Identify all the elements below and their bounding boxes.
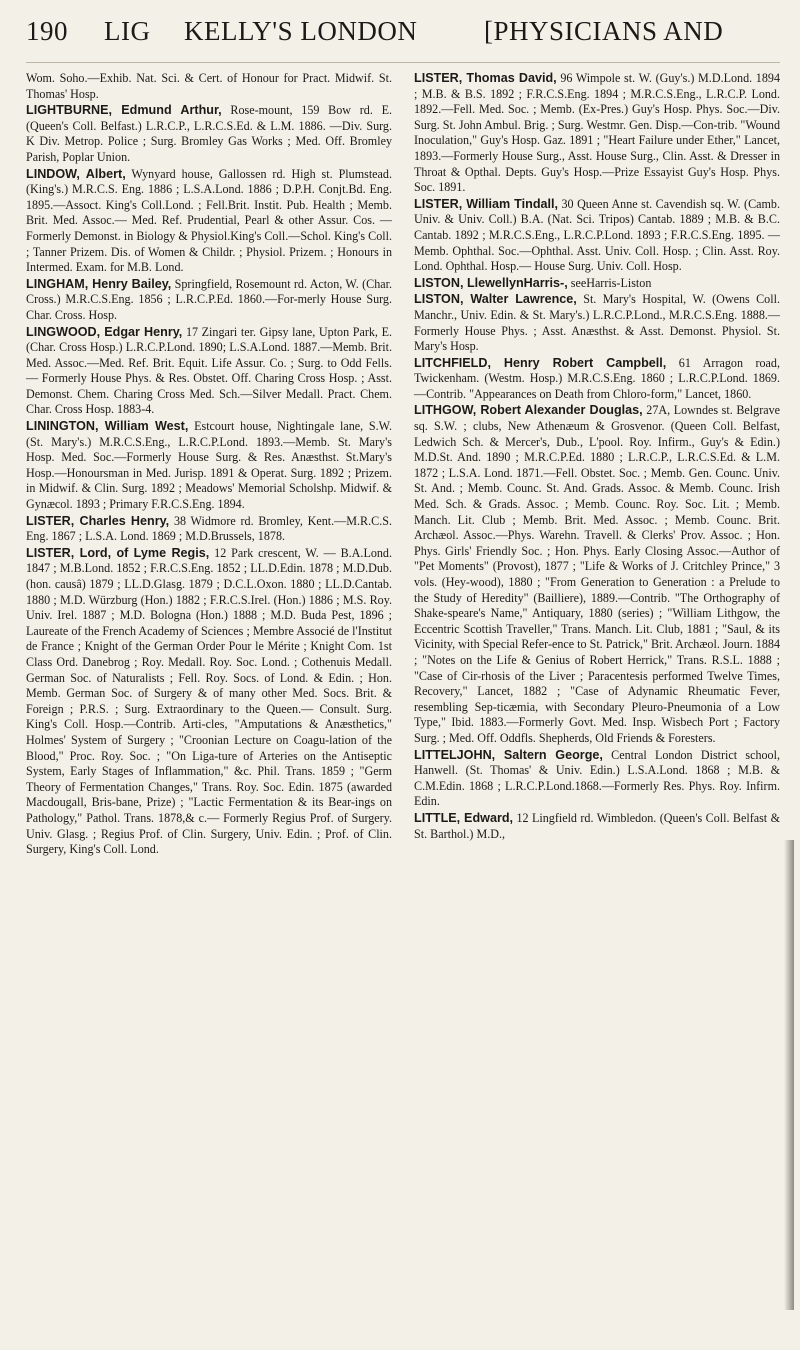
- directory-entry: [414, 356, 780, 403]
- entry-name: LITHGOW, Robert Alexander Douglas,: [414, 403, 643, 418]
- entry-body: Central London District school, Hanwell. (St. Thomas' & Univ. Edin.) L.S.A.Lond. 1868 ; M.B. & C.M.Edin. 1868 ; L.R.C.P.Lond.1868.—Formerly Res. Phys. Roy. Infirm. Edin.: [414, 747, 780, 809]
- directory-entry: [26, 514, 392, 545]
- entry-body: seeHarris-Liston: [570, 275, 652, 290]
- directory-entry: [26, 546, 392, 858]
- entry-name: LITTELJOHN, Saltern George,: [414, 747, 603, 762]
- directory-entry: [414, 276, 780, 292]
- entry-name: LINGHAM, Henry Bailey,: [26, 276, 172, 291]
- entry-body: Springfield, Rosemount rd. Acton, W. (Char. Cross.) M.R.C.S.Eng. 1856 ; L.R.C.P.Ed. 1860.—For-merly House Surg. Char. Cross. Hosp.: [26, 276, 392, 322]
- entry-body: Wynyard house, Gallossen rd. High st. Plumstead. (King's.) M.R.C.S. Eng. 1886 ; L.S.A.Lond. 1886 ; D.P.H. Conjt.Bd. Eng. 1895.—Assoct. King's Coll.Lond. ; Fell.Brit. Instit. Pub. Health ; Memb. Brit. Med. Assoc.— Med. Ref. Prudential, Pearl & other Assur. Cos. —Formerly Demonst. in Biology & Physiol.King's Coll.—Schol. King's Coll. ; Tanner Prizem. Dis. of Women & Childr. ; Physiol. Prizem. ; Honours in Intermed. Exam. for M.B. Lond.: [26, 166, 392, 275]
- section-title: [PHYSICIANS AND: [484, 15, 724, 46]
- entry-name: LISTER, Lord, of Lyme Regis,: [26, 545, 210, 560]
- entry-body: Estcourt house, Nightingale lane, S.W. (St. Mary's.) M.R.C.S.Eng., L.R.C.P.Lond. 1893.—Memb. St. Mary's Hosp. Med. Soc.—Formerly House Surg. & Res. Anæsthst. St.Mary's Hosp.—Honoursman in Med. Jurisp. 1891 & Operat. Surg. 1892 ; Prizem. in Midwif. & Clin. Surg. 1892 ; Meadows' Memorial Scholshp. Midwif. & Gynæcol. 1893 ; Primary F.R.C.S.Eng. 1894.: [26, 419, 392, 512]
- entry-body: 30 Queen Anne st. Cavendish sq. W. (Camb. Univ. & Univ. Coll.) B.A. (Nat. Sci. Tripos) Cantab. 1889 ; M.B. & B.C. Cantab. 1892 ; M.R.C.S.Eng., L.R.C.P.Lond. 1893 ; F.R.C.S.Eng. 1895. — Memb. Ophthal. Soc.—Ophthal. Asst. Univ. Coll. Hosp. ; Clin. Asst. Roy. Lond. Ophthal. Hosp.— House Surg. Univ. Coll. Hosp.: [414, 196, 780, 274]
- entry-name: LISTER, William Tindall,: [414, 196, 559, 211]
- directory-entry: [26, 277, 392, 324]
- entry-body: 96 Wimpole st. W. (Guy's.) M.D.Lond. 1894 ; M.B. & B.S. 1892 ; F.R.C.S.Eng. 1894 ; M.R.C.S.Eng., L.R.C.P. Lond. 1892.—Fell. Med. Soc. ; Memb. (Ex-Pres.) Guy's Hosp. Phys. Soc.—Div. Surg. St. John Ambul. Brig. ; Surg. Westmr. Gen. Disp.—Con-trib. "Wound Inoculation," Guy's Hosp. Gaz. 1891 ; "Heart Failure under Ether," Lancet, 1893.—Formerly House Surg., Asst. House Surg., Clin. Asst. & Dresser in Throat & Opthal. Depts. Guy's Hosp.—Prize Essayist Guy's Hosp. Phys. Soc. 1891.: [414, 71, 780, 195]
- directory-entry: [26, 325, 392, 419]
- left-column: [26, 71, 392, 859]
- directory-entry: [414, 197, 780, 275]
- entry-body: St. Mary's Hospital, W. (Owens Coll. Manchr., Univ. Edin. & St. Mary's.) L.R.C.P.Lond., M.R.C.S.Eng. 1888.—Formerly House Phys. ; Asst. Anæsthst. & Asst. Demonst. Physiol. St. Mary's Hosp.: [414, 292, 780, 354]
- directory-entry: [414, 748, 780, 810]
- directory-entry: [414, 811, 780, 842]
- directory-entry: [414, 403, 780, 746]
- entry-name: LINGWOOD, Edgar Henry,: [26, 324, 183, 339]
- directory-entry: [26, 103, 392, 165]
- text-columns: [26, 71, 780, 859]
- directory-entry: [414, 292, 780, 354]
- entry-name: LINDOW, Albert,: [26, 166, 126, 181]
- page-number: 190: [26, 15, 68, 46]
- running-head: LIG: [104, 15, 151, 46]
- entry-name: LISTER, Charles Henry,: [26, 513, 170, 528]
- directory-entry: [26, 167, 392, 276]
- entry-name: LININGTON, William West,: [26, 419, 189, 434]
- right-column: [414, 71, 780, 859]
- entry-name: LITCHFIELD, Henry Robert Campbell,: [414, 355, 667, 370]
- entry-body: 12 Lingfield rd. Wimbledon. (Queen's Coll. Belfast & St. Barthol.) M.D.,: [414, 810, 780, 841]
- entry-body: 12 Park crescent, W. — B.A.Lond. 1847 ; M.B.Lond. 1852 ; F.R.C.S.Eng. 1852 ; LL.D.Edin. 1878 ; M.D.Dub. (hon. causâ) 1879 ; LL.D.Glasg. 1879 ; D.C.L.Oxon. 1880 ; LL.D.Cantab. 1880 ; M.D. Würzburg (Hon.) 1882 ; F.R.C.S.Irel. (Hon.) 1886 ; M.S. Roy. Univ. Irel. 1887 ; M.D. Bologna (Hon.) 1888 ; M.D. Buda Pest, 1896 ; Laureate of the French Academy of Sciences ; Membre Associé de l'Institut de France ; Knight of the German Order Pour le Mérite ; Knight Com. 1st Class Ord. Danebrog ; Roy. Medall. Roy. Soc. Lond. ; Cothenuis Medall. German Soc. of Naturalists ; Fell. Roy. Socs. of Lond. & Edin. ; Hon. Memb. German Soc. of Surgery & of many other Med. Socs. Brit. & Foreign ; P.R.S. ; Surg. Extraordinary to the Queen.— Consult. Surg. King's Coll. Hosp.—Contrib. Arti-cles, "Amputations & Anæsthetics," Holmes' System of Surgery ; "Croonian Lecture on Coagu-lation of the Blood," Proc. Roy. Soc. ; "On Liga-ture of Arteries on the Antiseptic System, Early Stages of Inflammation," &c. Phil. Trans. 1859 ; "Germ Theory of Fermentation Changes," Trans. Roy. Soc. Edin. 1875 (awarded Macdougall, Bris-bane, Prize) ; "Lactic Fermentation & its Bear-ings on Pathology," Pathol. Trans. 1878,& c.— Formerly Regius Prof. of Surgery. Univ. Glasg. ; Regius Prof. of Clin. Surgery, Univ. Edin. ; Prof. of Clin. Surgery, King's Coll. Lond.: [26, 545, 392, 857]
- entry-body: 61 Arragon road, Twickenham. (Westm. Hosp.) M.R.C.S.Eng. 1860 ; L.R.C.P.Lond. 1869. —Contrib. "Appearances on Death from Chloro-form," Lancet, 1860.: [414, 355, 780, 401]
- directory-entry: [414, 71, 780, 196]
- entry-name: LISTER, Thomas David,: [414, 71, 557, 85]
- publication-title: KELLY'S LONDON: [184, 15, 418, 46]
- entry-name: LITTLE, Edward,: [414, 810, 514, 825]
- page-header: [26, 0, 780, 63]
- entry-body: Rose-mount, 159 Bow rd. E. (Queen's Coll. Belfast.) L.R.C.P., L.R.C.S.Ed. & L.M. 1886. —Div. Surg. K Div. Metrop. Police ; Surg. Bromley Gas Works ; Med. Off. Bromley Parish, Poplar Union.: [26, 103, 393, 164]
- entry-body: 17 Zingari ter. Gipsy lane, Upton Park, E. (Char. Cross Hosp.) L.R.C.P.Lond. 1890; L.S.A.Lond. 1887.—Memb. Brit. Med. Assoc.—Med. Ref. Brit. Equit. Life Assur. Co. ; Surg. to Odd Fells. — Formerly House Phys. & Res. Obstet. Off. Charing Cross Hosp. ; Asst. Demonst. Chem. Charing Cross Med. Sch.—Silver Medall. Pract. Chem. Char. Cross Hosp. 1883-4.: [26, 324, 392, 417]
- entry-body: 38 Widmore rd. Bromley, Kent.—M.R.C.S. Eng. 1867 ; L.S.A. Lond. 1869 ; M.D.Brussels, 1878.: [26, 513, 392, 544]
- directory-entry: [26, 71, 392, 102]
- entry-name: LISTON, LlewellynHarris-,: [414, 275, 568, 290]
- entry-body: Wom. Soho.—Exhib. Nat. Sci. & Cert. of Honour for Pract. Midwif. St. Thomas' Hosp.: [26, 71, 392, 101]
- entry-name: LIGHTBURNE, Edmund Arthur,: [26, 103, 222, 118]
- entry-body: 27A, Lowndes st. Belgrave sq. S.W. ; clubs, New Athenæum & Grosvenor. (Queen Coll. Belfast, Ledwich Sch. & Mercer's, Dub., L'pool. Roy. Infirm., Guy's & Edin.) M.D.St. And. 1890 ; M.R.C.P.Ed. 1880 ; L.R.C.P., L.R.C.S.Ed. & L.M. 1872 ; L.S.A. Lond. 1871.—Fell. Obstet. Soc. ; Memb. Gen. Counc. Univ. St. And. ; Memb. Counc. St. And. Grads. Assoc. & Memb. Counc. Irish Med. Sch. & Grads. Assoc. ; Memb. Counc. Roy. Soc. Lit. ; Memb. Manch. Lit. Club ; Memb. Brit. Med. Assoc. ; Memb. Counc. Brit. Archæol. Assoc.—Phys. Warehn. Travell. & Clerks' Prov. Assoc. ; Hon. Phys. Girls' Friendly Soc. ; Hon. Phys. Early Closing Assoc.—Author of "Pet Moments" (Provost), 1877 ; "Life & Works of J. Critchley Prince," 3 vols. (Hey-wood), 1880 ; "From Generation to Generation : a Prelude to the Study of Heredity" (Bailliere), 1889.—Contrib. "The Orthography of Shake-speare's Name," Antiquary, 1880 (series) ; "William Lithgow, the Eccentric Scottish Traveller," Trans. Manch. Lit. Club, 1881 ; "Saul, & its Vicinity, with Special Refer-ence to St. Patrick," Brit. Archæol. Journ. 1884 ; "Notes on the Life & Genius of Robert Herrick," Trans. R.S.L. 1888 ; "Case of Cir-rhosis of the Liver ; Paracentesis performed Twelve Times, Recovery," Lancet, 1882 ; "Case of Adynamic Rheumatic Fever, resembling Sep-ticæmia, with Secondary Pleuro-Pneumonia of a Low Type," Ibid. 1883.—Formerly Govt. Med. Insp. Wisbech Port ; Factory Surg. ; Med. Off. Oddfls. Shepherds, Old Friends & Foresters.: [414, 403, 781, 745]
- entry-name: LISTON, Walter Lawrence,: [414, 292, 577, 307]
- directory-entry: [26, 419, 392, 513]
- page-edge-shadow: [784, 840, 794, 1310]
